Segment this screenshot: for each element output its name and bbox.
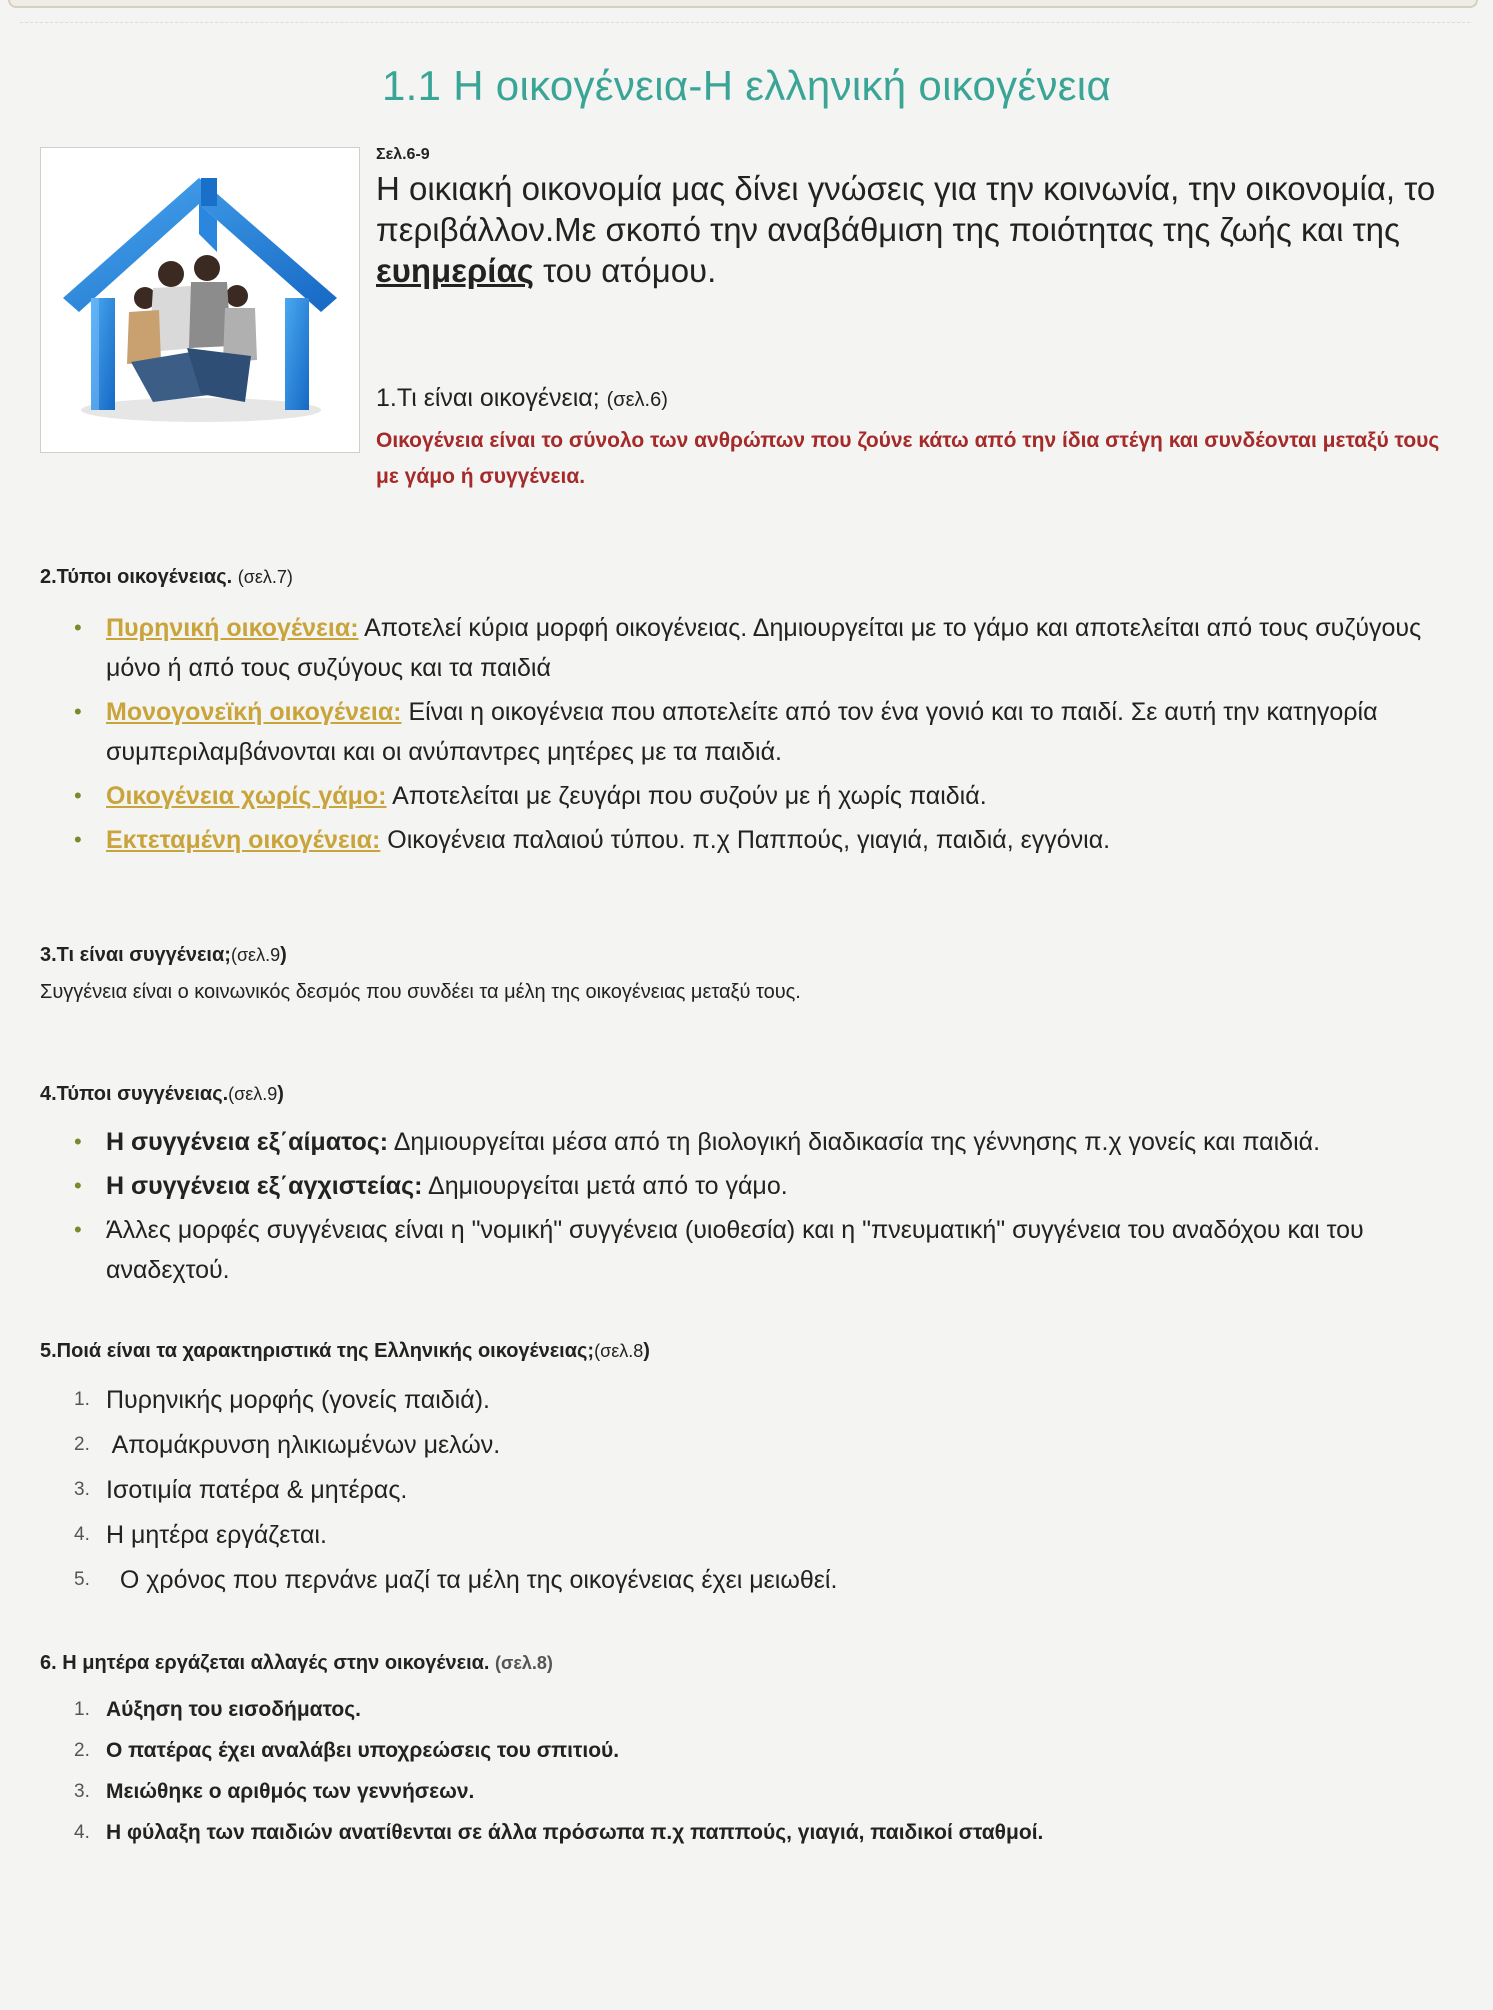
question-1 <box>376 384 668 413</box>
bullet-icon: • <box>74 783 82 808</box>
term-link[interactable]: Οικογένεια χωρίς γάμο: <box>106 782 387 810</box>
item-number: 4. <box>74 1822 90 1843</box>
list-item <box>40 1560 1460 1600</box>
page-title: 1.1 Η οικογένεια-Η ελληνική οικογένεια <box>381 62 1112 109</box>
item-number: 1. <box>74 1699 90 1720</box>
bullet-icon: • <box>74 699 82 724</box>
intro-text-end: του ατόμου. <box>533 252 717 289</box>
section-2-ref: (σελ.7) <box>237 567 293 587</box>
list-item-text: Είναι η οικογένεια που αποτελείτε από τον ένα γονιό και το παιδί. Σε αυτή την κατηγορία συμπεριλαμβάνονται και οι ανύπαντρες μητέρες με τα παιδιά. <box>106 698 1378 766</box>
family-house-photo <box>40 147 360 453</box>
answer-1: Οικογένεια είναι το σύνολο των ανθρώπων που ζούνε κάτω από την ίδια στέγη και συνδέονται μεταξύ τους με γάμο ή συγγένεια. <box>376 429 1440 488</box>
section-3-title: 3.Τι είναι συγγένεια; <box>40 944 231 966</box>
section-5-title: 5.Ποιά είναι τα χαρακτηριστικά της Ελληνικής οικογένειας; <box>40 1340 595 1362</box>
question-1-text: 1.Τι είναι οικογένεια; <box>376 384 607 412</box>
bullet-icon: • <box>74 827 82 852</box>
list-item-text: Οικογένεια παλαιού τύπου. π.χ Παππούς, γιαγιά, παιδιά, εγγόνια. <box>380 826 1111 854</box>
top-divider <box>20 22 1470 23</box>
list-item <box>40 776 1460 816</box>
list-item <box>40 1470 1460 1510</box>
section-3-ref-close: ) <box>280 944 287 966</box>
list-item-text: Δημιουργείται μέσα από τη βιολογική διαδικασία της γέννησης π.χ γονείς και παιδιά. <box>388 1128 1321 1156</box>
section-4-ref-close: ) <box>277 1083 284 1105</box>
section-5-ref-close: ) <box>643 1340 650 1362</box>
list-item <box>40 692 1460 772</box>
bullet-icon: • <box>74 1129 82 1154</box>
list-item-text: Η μητέρα εργάζεται. <box>106 1521 327 1549</box>
section-2-heading <box>40 566 293 589</box>
bullet-icon: • <box>74 615 82 640</box>
list-item <box>40 1733 1460 1769</box>
section-3-heading <box>40 944 287 967</box>
list-item-text: Πυρηνικής μορφής (γονείς παιδιά). <box>106 1386 490 1414</box>
item-number: 2. <box>74 1434 90 1455</box>
item-number: 3. <box>74 1781 90 1802</box>
term-label: Η συγγένεια εξ΄αίματος: <box>106 1128 389 1156</box>
list-item-text: Ισοτιμία πατέρα & μητέρας. <box>106 1476 408 1504</box>
working-mother-changes-list <box>40 1692 1460 1856</box>
list-item-text: Αποτελείται με ζευγάρι που συζούν με ή χωρίς παιδιά. <box>386 782 987 810</box>
section-6-heading <box>40 1652 553 1675</box>
list-item-text: Αύξηση του εισοδήματος. <box>106 1698 361 1721</box>
item-number: 5. <box>74 1569 90 1590</box>
list-item <box>40 1692 1460 1728</box>
list-item <box>40 608 1460 688</box>
list-item-text: Δημιουργείται μετά από το γάμο. <box>422 1172 788 1200</box>
list-item <box>40 1122 1460 1162</box>
item-number: 4. <box>74 1524 90 1545</box>
top-frame <box>8 0 1478 8</box>
section-6-ref: (σελ.8) <box>495 1653 553 1673</box>
list-item <box>40 1380 1460 1420</box>
list-item <box>40 1166 1460 1206</box>
term-link[interactable]: Πυρηνική οικογένεια: <box>106 614 359 642</box>
section-3-text: Συγγένεια είναι ο κοινωνικός δεσμός που συνδέει τα μέλη της οικογένειας μεταξύ τους. <box>40 981 801 1003</box>
section-4-heading <box>40 1083 284 1106</box>
list-item <box>40 1425 1460 1465</box>
list-item-text: Απομάκρυνση ηλικιωμένων μελών. <box>106 1431 501 1459</box>
item-number: 1. <box>74 1389 90 1410</box>
section-5-heading <box>40 1340 650 1363</box>
section-5-ref: (σελ.8 <box>594 1341 644 1361</box>
kinship-types-list <box>40 1122 1460 1294</box>
intro-paragraph <box>376 168 1456 291</box>
section-3-ref: (σελ.9 <box>230 945 281 965</box>
term-link[interactable]: Εκτεταμένη οικογένεια: <box>106 826 381 854</box>
list-item-text: Αποτελεί κύρια μορφή οικογένειας. Δημιουργείται με το γάμο και αποτελείται από τους συζύγους μόνο ή από τους συζύγους και τα παιδιά <box>106 614 1422 682</box>
item-number: 2. <box>74 1740 90 1761</box>
list-item <box>40 1210 1460 1290</box>
list-item-text: Άλλες μορφές συγγένειας είναι η "νομική" συγγένεια (υιοθεσία) και η "πνευματική" συγγένεια του αναδόχου και του αναδεχτού. <box>106 1216 1364 1284</box>
intro-emphasis: ευημερίας <box>376 252 534 289</box>
bullet-icon: • <box>74 1173 82 1198</box>
list-item-text: Η φύλαξη των παιδιών ανατίθενται σε άλλα πρόσωπα π.χ παππούς, γιαγιά, παιδικοί σταθμοί. <box>106 1821 1044 1844</box>
list-item <box>40 1774 1460 1810</box>
greek-family-traits-list <box>40 1380 1460 1605</box>
list-item-text: Ο χρόνος που περνάνε μαζί τα μέλη της οικογένειας έχει μειωθεί. <box>106 1566 838 1594</box>
list-item-text: Ο πατέρας έχει αναλάβει υποχρεώσεις του σπιτιού. <box>106 1739 620 1762</box>
section-4-ref: (σελ.9 <box>228 1084 278 1104</box>
family-types-list <box>40 608 1460 864</box>
list-item <box>40 1515 1460 1555</box>
item-number: 3. <box>74 1479 90 1500</box>
list-item <box>40 1815 1460 1851</box>
family-house-icon <box>41 148 359 452</box>
intro-text: Η οικιακή οικονομία μας δίνει γνώσεις για την κοινωνία, την οικονομία, το περιβάλλον.Με σκοπό την αναβάθμιση της ποιότητας της ζωής και της <box>376 170 1436 248</box>
term-label: Η συγγένεια εξ΄αγχιστείας: <box>106 1172 423 1200</box>
section-2-title: 2.Τύποι οικογένειας. <box>40 566 238 588</box>
bullet-icon: • <box>74 1217 82 1242</box>
list-item-text: Μειώθηκε ο αριθμός των γεννήσεων. <box>106 1780 475 1803</box>
list-item <box>40 820 1460 860</box>
section-4-title: 4.Τύποι συγγένειας. <box>40 1083 229 1105</box>
question-1-ref: (σελ.6) <box>606 389 668 411</box>
term-link[interactable]: Μονογονεϊκή οικογένεια: <box>106 698 402 726</box>
section-6-title: 6. Η μητέρα εργάζεται αλλαγές στην οικογένεια. <box>40 1652 496 1674</box>
intro-page-ref: Σελ.6-9 <box>376 146 430 163</box>
